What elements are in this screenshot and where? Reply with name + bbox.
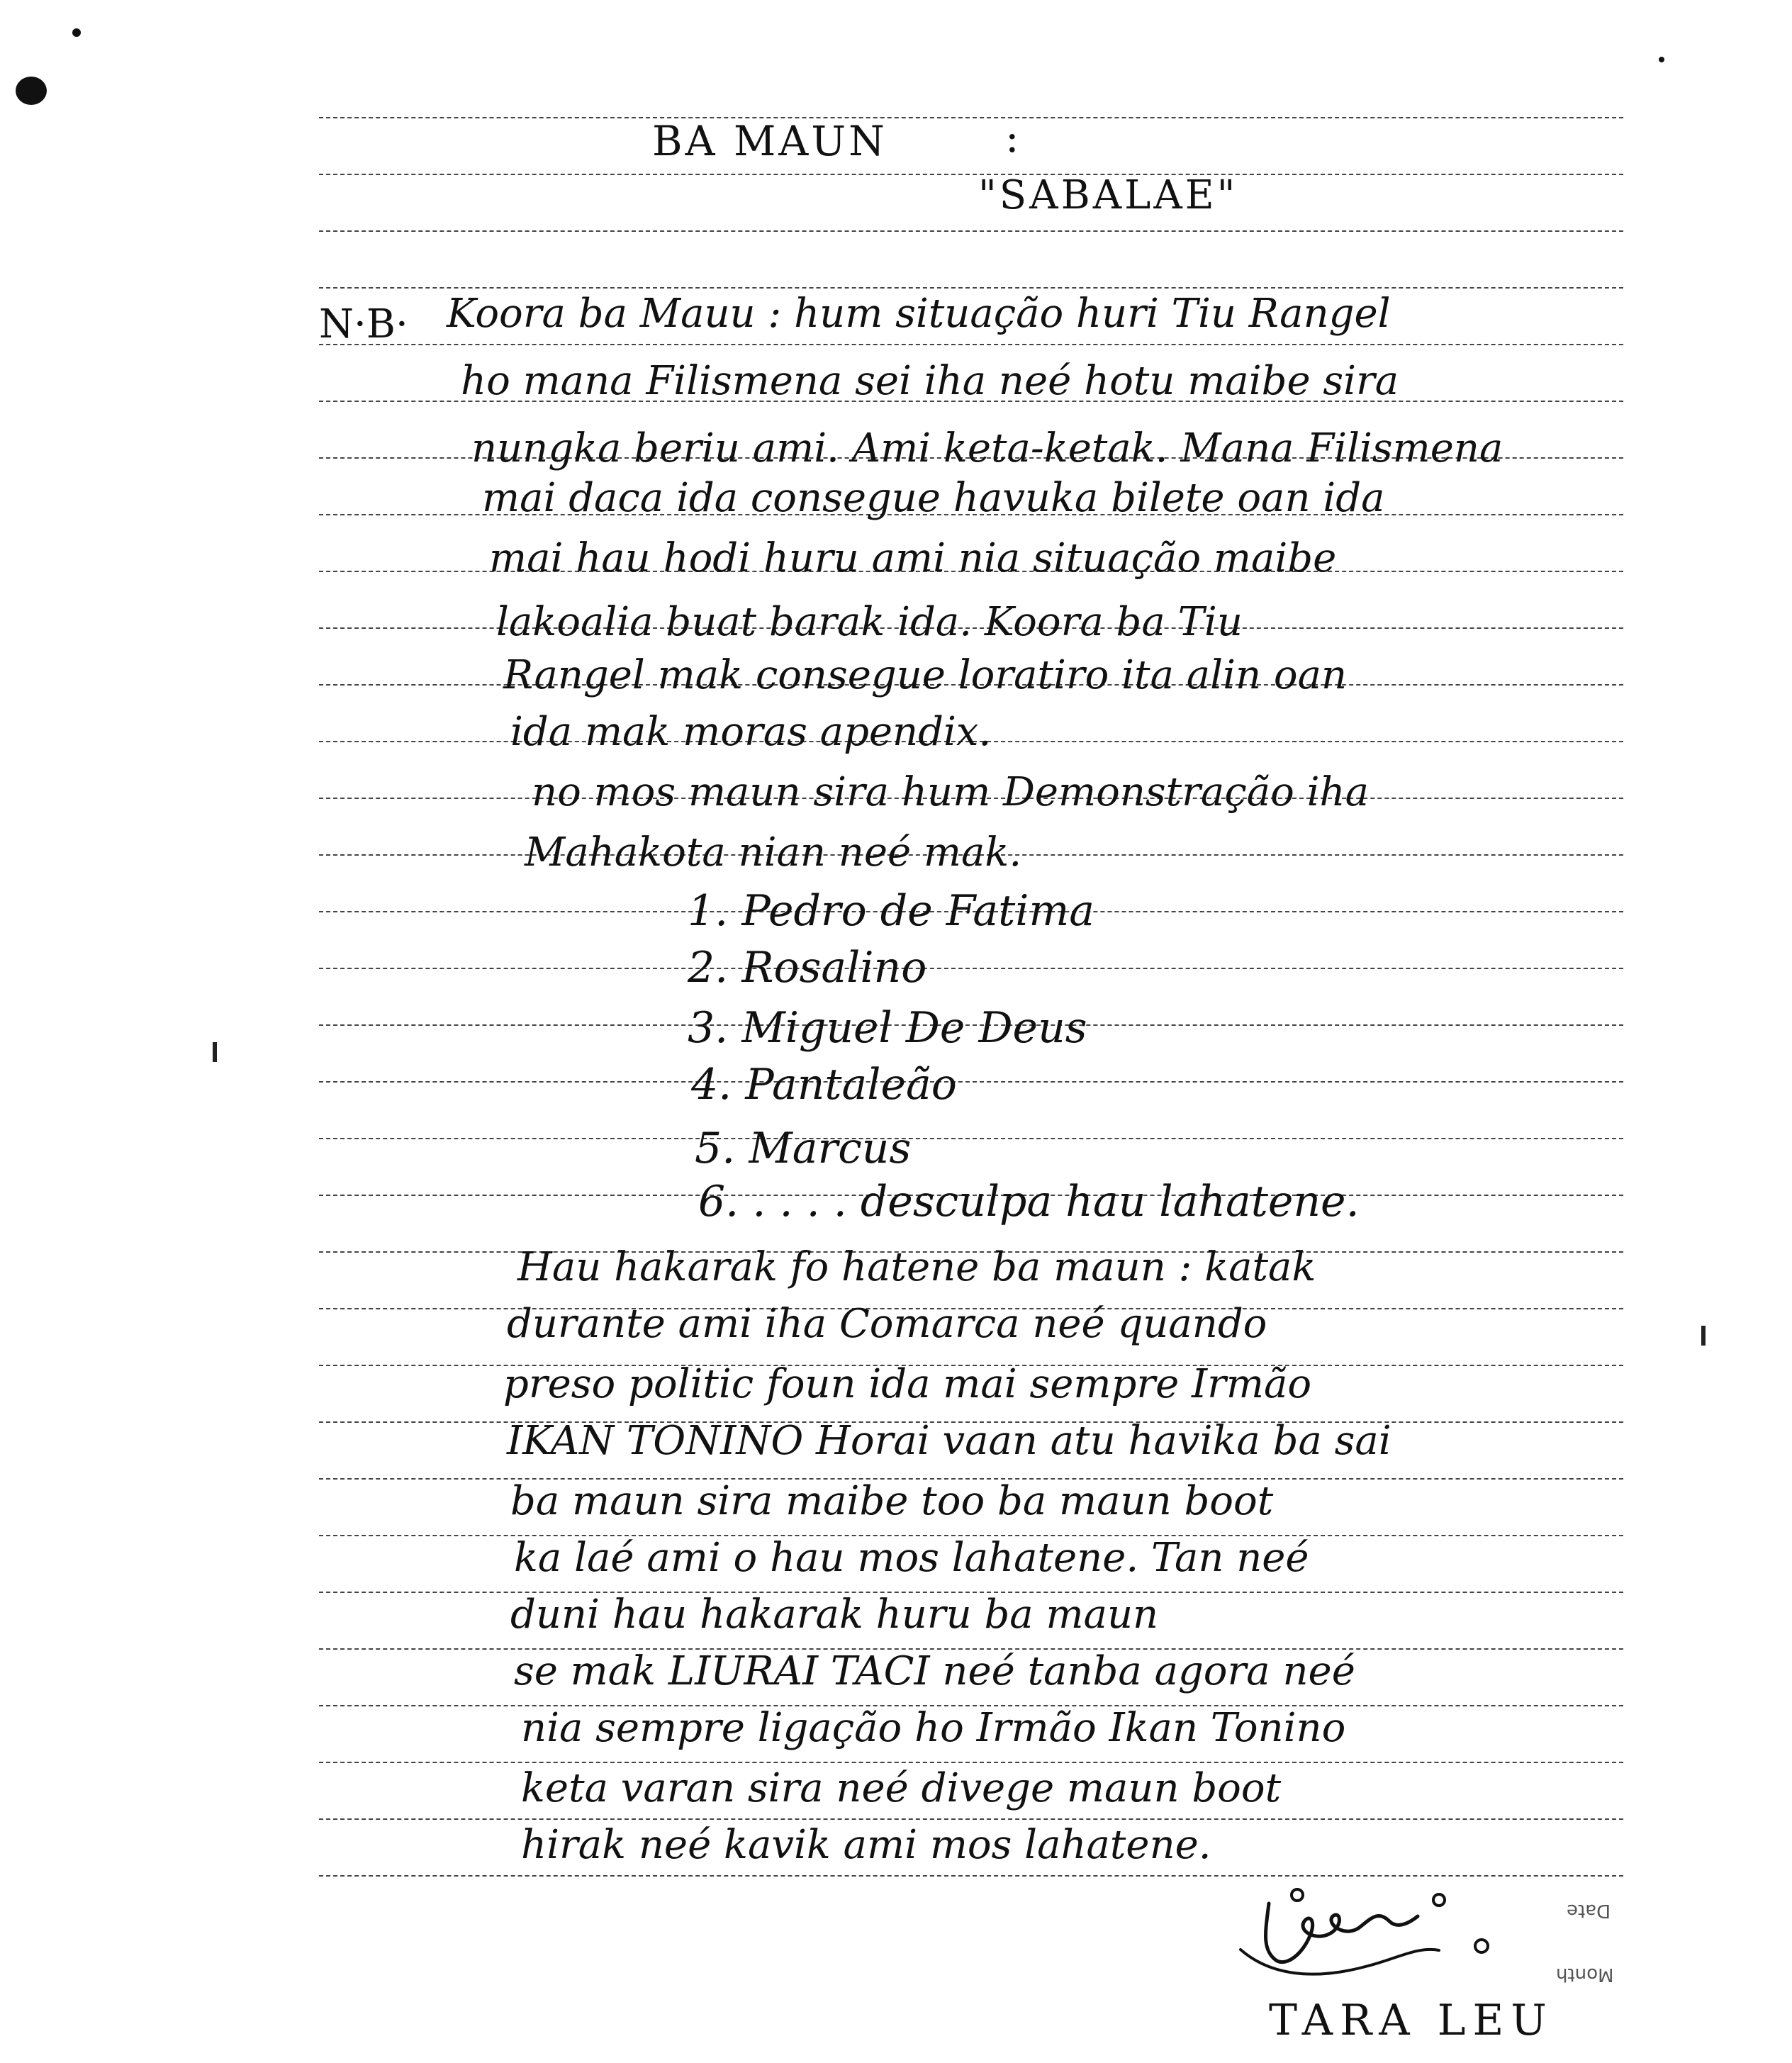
handwritten-signature [1226, 1882, 1524, 1989]
name-item: 2. Rosalino [688, 943, 927, 993]
closing-line: hirak neé kavik ami mos lahatene. [521, 1822, 1211, 1868]
letter-title: BA MAUN [652, 117, 887, 165]
closing-line: keta varan sira neé divege maun boot [521, 1765, 1282, 1811]
title-colon: : [1005, 113, 1022, 162]
closing-line: ba maun sira maibe too ba maun boot [510, 1478, 1274, 1524]
scan-speck [72, 28, 81, 37]
ruled-line [319, 1875, 1623, 1877]
date-label: Date [1567, 1900, 1611, 1921]
body-line: Mahakota nian neé mak. [525, 829, 1022, 876]
scan-speck [16, 77, 47, 105]
body-line: lakoalia buat barak ida. Koora ba Tiu [496, 599, 1243, 645]
closing-line: durante ami iha Comarca neé quando [507, 1301, 1267, 1347]
ruled-line [319, 287, 1623, 289]
signature-name: TARA LEU [1269, 1996, 1554, 2045]
margin-mark [1701, 1326, 1706, 1346]
name-item: 3. Miguel De Deus [688, 1003, 1087, 1053]
nb-label: N·B· [319, 301, 408, 347]
body-line: ida mak moras apendix. [510, 709, 992, 755]
closing-line: nia sempre ligação ho Irmão Ikan Tonino [521, 1705, 1346, 1751]
name-item: 6. . . . . desculpa hau lahatene. [698, 1177, 1360, 1226]
name-item: 5. Marcus [695, 1124, 912, 1173]
letter-subtitle: "SABALAE" [978, 172, 1238, 218]
name-item: 1. Pedro de Fatima [688, 886, 1095, 936]
ruled-line [319, 174, 1623, 175]
ruled-line [319, 1138, 1623, 1139]
name-item: 4. Pantaleão [691, 1060, 957, 1109]
closing-line: IKAN TONINO Horai vaan atu havika ba sai [507, 1418, 1391, 1464]
ruled-line [319, 968, 1623, 969]
body-line: ho mana Filismena sei iha neé hotu maibe sira [461, 358, 1399, 404]
closing-line: preso politic foun ida mai sempre Irmão [503, 1361, 1312, 1407]
body-line: nungka beriu ami. Ami keta-ketak. Mana Filismena [471, 425, 1503, 471]
closing-line: Hau hakarak fo hatene ba maun : katak [517, 1244, 1316, 1290]
ruled-line [319, 117, 1623, 118]
body-line: Koora ba Mauu : hum situação huri Tiu Rangel [447, 291, 1391, 337]
body-line: no mos maun sira hum Demonstração iha [532, 769, 1369, 815]
scan-speck [1659, 57, 1664, 62]
body-line: mai hau hodi huru ami nia situação maibe [489, 535, 1337, 581]
ruled-line [319, 230, 1623, 232]
ruled-line [319, 1818, 1623, 1820]
body-line: mai daca ida consegue havuka bilete oan ida [482, 475, 1385, 521]
closing-line: duni hau hakarak huru ba maun [510, 1592, 1159, 1638]
ruled-line [319, 1762, 1623, 1763]
ruled-line [319, 344, 1623, 345]
ruled-line [319, 1081, 1623, 1083]
month-label: Month [1556, 1964, 1614, 1985]
closing-line: ka laé ami o hau mos lahatene. Tan neé [514, 1535, 1309, 1581]
closing-line: se mak LIURAI TACI neé tanba agora neé [514, 1648, 1355, 1694]
body-line: Rangel mak consegue loratiro ita alin oan [503, 652, 1348, 698]
margin-mark [213, 1042, 217, 1062]
